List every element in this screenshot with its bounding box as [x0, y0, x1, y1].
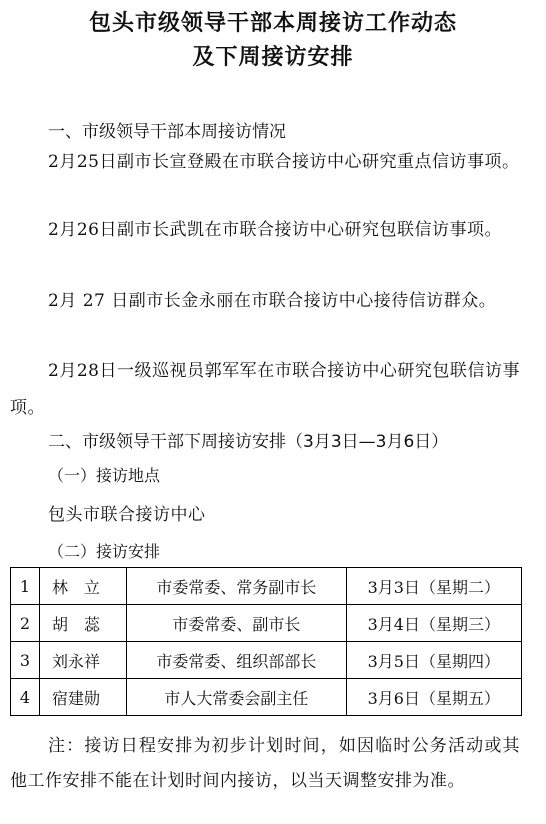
leader-position: 市委常委、副市长: [127, 605, 346, 642]
row-index: 2: [11, 605, 40, 642]
row-index: 4: [11, 679, 40, 716]
subheading-schedule: （二）接访安排: [48, 542, 161, 561]
section-1-heading: 一、市级领导干部本周接访情况: [48, 122, 286, 142]
visit-date: 3月6日（星期五）: [346, 679, 521, 716]
table-row: [11, 679, 522, 716]
leader-position: 市人大常委会副主任: [127, 679, 346, 716]
visit-date: 3月3日（星期二）: [346, 568, 521, 605]
title-line-1: 包头市级领导干部本周接访工作动态: [88, 11, 457, 36]
visit-date: 3月4日（星期三）: [346, 605, 521, 642]
subheading-location: （一）接访地点: [48, 466, 161, 485]
paragraph-1: 2月25日副市长宣登殿在市联合接访中心研究重点信访事项。: [48, 152, 520, 172]
table-row: [11, 568, 522, 605]
section-2-heading: 二、市级领导干部下周接访安排（3月3日—3月6日）: [48, 432, 449, 452]
leader-position: 市委常委、常务副市长: [127, 568, 346, 605]
row-index: 3: [11, 642, 40, 679]
paragraph-4: 2月28日一级巡视员郭军军在市联合接访中心研究包联信访事项。: [10, 361, 520, 418]
schedule-table: [10, 567, 522, 716]
table-row: [11, 605, 522, 642]
row-index: 1: [11, 568, 40, 605]
footnote: 注：接访日程安排为初步计划时间，如因临时公务活动或其他工作安排不能在计划时间内接访，以当天调整安排为准。: [10, 736, 520, 791]
leader-name: 刘永祥: [40, 642, 127, 679]
title-line-2: 及下周接访安排: [192, 45, 354, 70]
visit-date: 3月5日（星期四）: [346, 642, 521, 679]
table-row: [11, 642, 522, 679]
location-text: 包头市联合接访中心: [48, 505, 206, 525]
leader-name: 宿建勋: [40, 679, 127, 716]
leader-name: 胡 蕊: [40, 605, 127, 642]
leader-position: 市委常委、组织部部长: [127, 642, 346, 679]
leader-name: 林 立: [40, 568, 127, 605]
paragraph-2: 2月26日副市长武凯在市联合接访中心研究包联信访事项。: [48, 220, 502, 240]
paragraph-3: 2月 27 日副市长金永丽在市联合接访中心接待信访群众。: [48, 291, 497, 311]
